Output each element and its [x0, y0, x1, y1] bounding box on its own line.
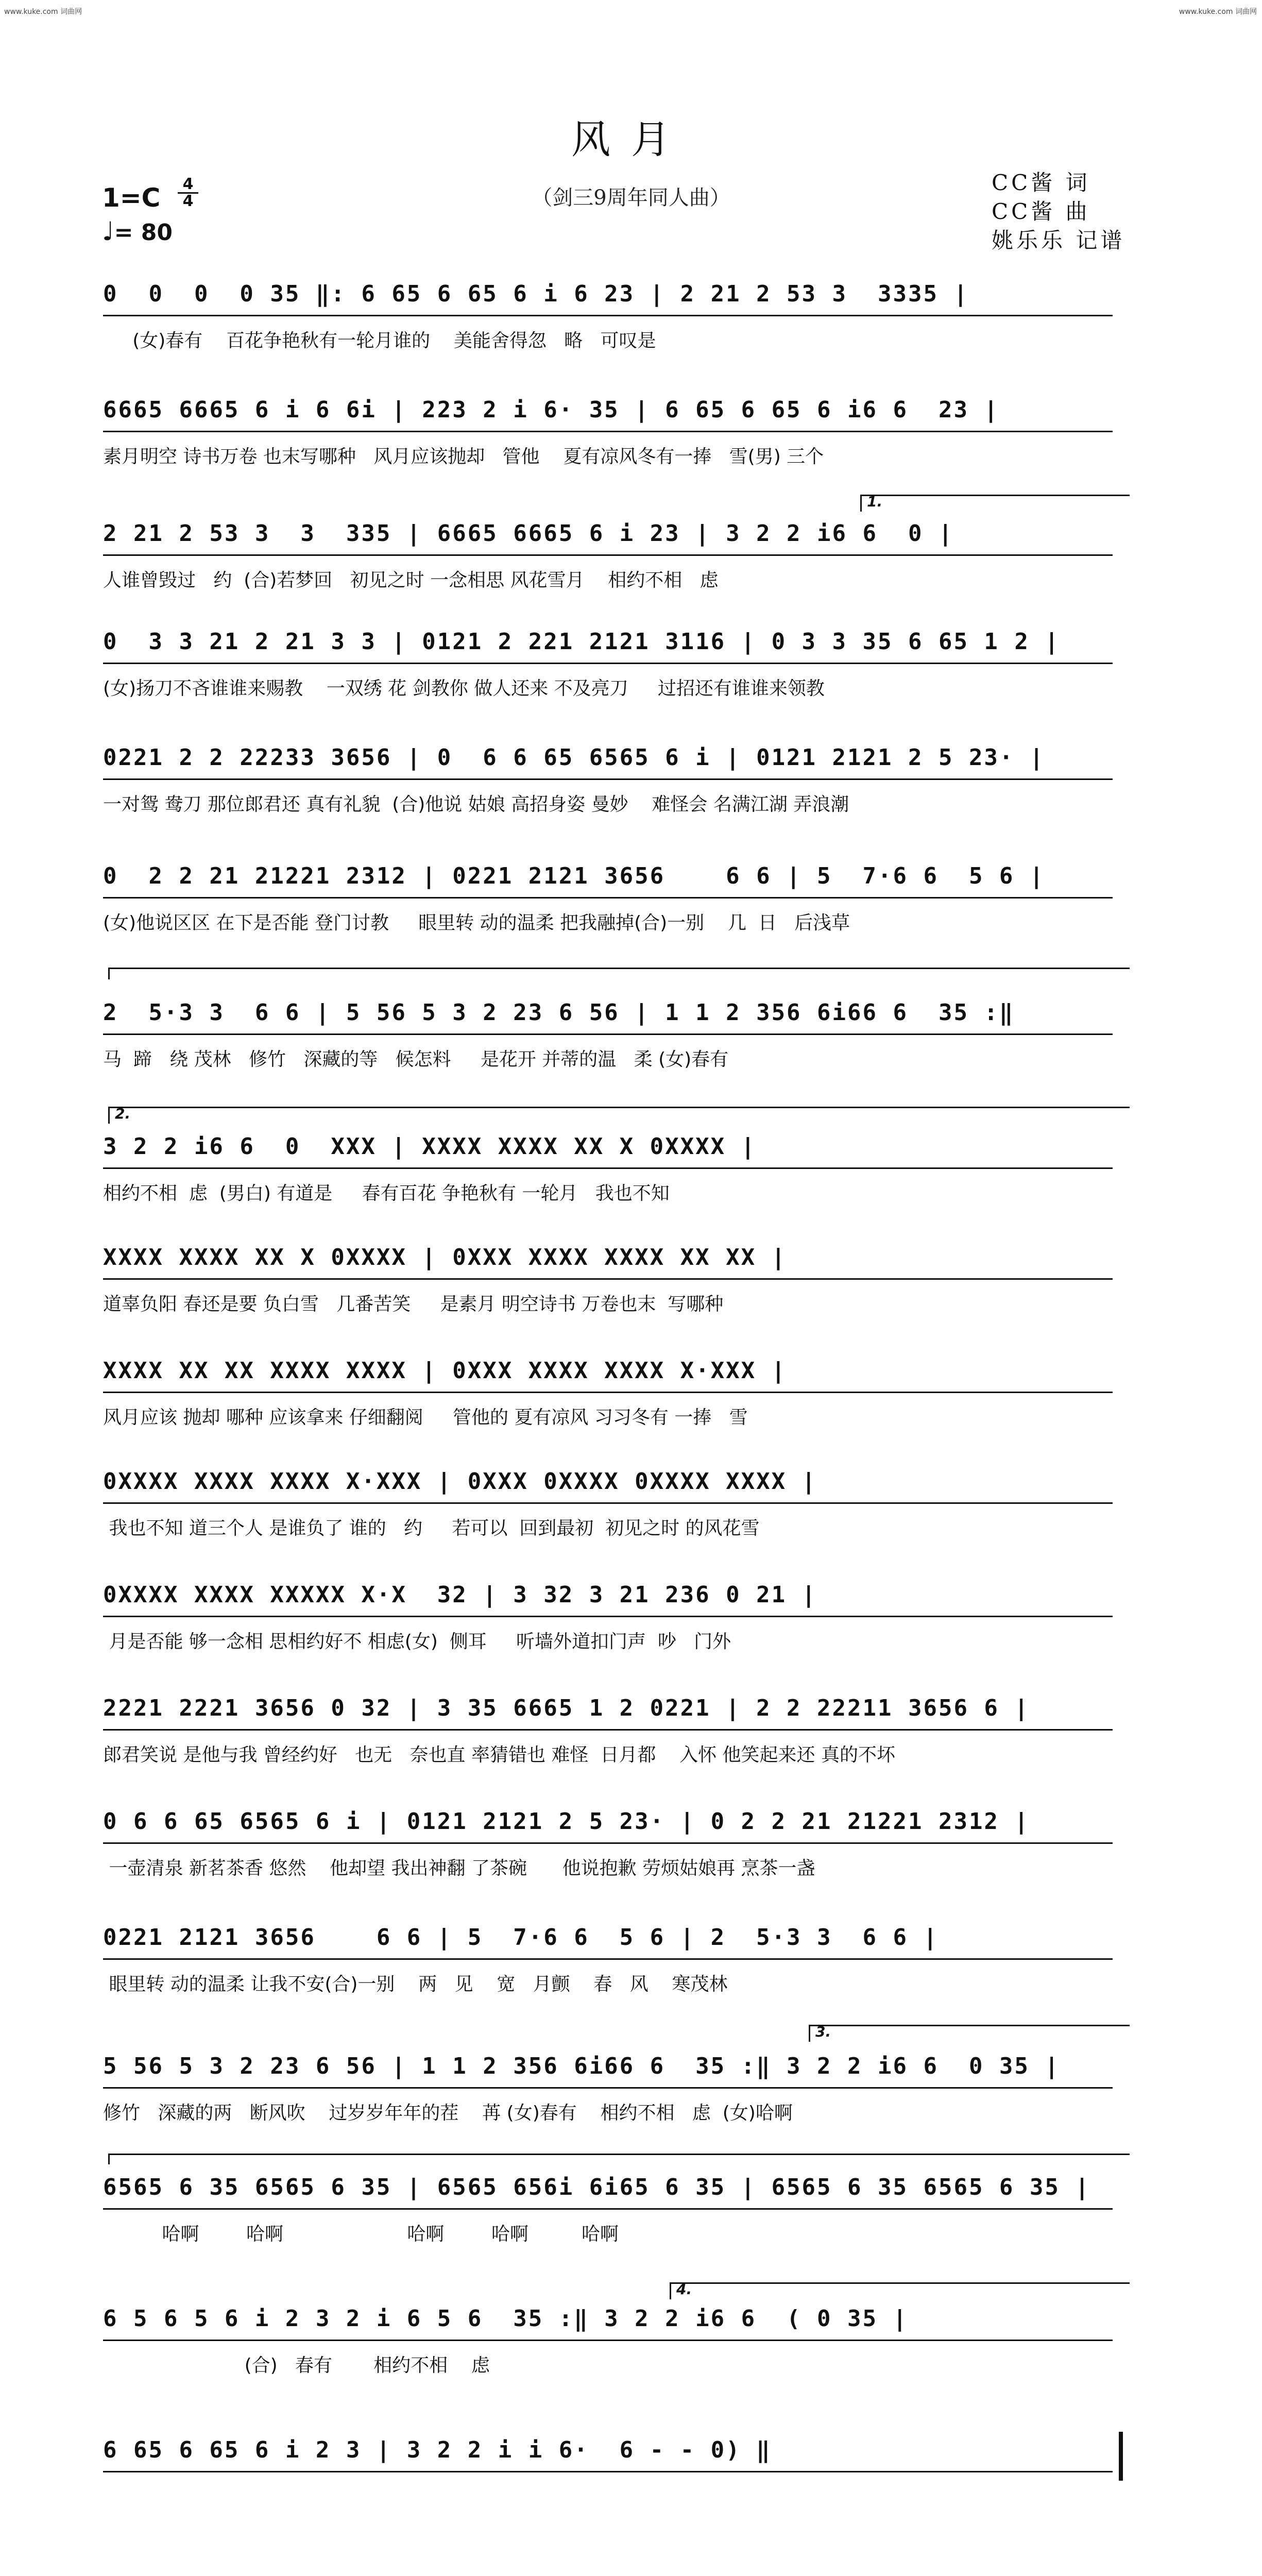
- beam-line: [103, 1392, 1113, 1393]
- beam-line: [103, 1842, 1113, 1844]
- lyrics-line: (女)扬刀不吝谁谁来赐教 一双绣 花 剑教你 做人还来 不及亮刀 过招还有谁谁来领教: [103, 678, 825, 699]
- lyrics-line: [103, 2482, 1133, 2513]
- beam-line: [103, 897, 1113, 899]
- lyrics-line: 马 蹄 绕 茂林 修竹 深藏的等 候怎料 是花开 并蒂的温 柔 (女)春有: [103, 1049, 729, 1070]
- notation-line: 2 5·3 3 6 6 | 5 56 5 3 2 23 6 56 | 1 1 2 356 6i66 6 35 :‖: [103, 999, 1015, 1026]
- lyrics-line: 一对鸳 鸯刀 那位郎君还 真有礼貌 (合)他说 姑娘 高招身姿 曼妙 难怪会 名满江湖 弄浪潮: [103, 794, 849, 815]
- credit-composer: CC酱 曲: [992, 199, 1090, 224]
- credit-transcriber: 姚乐乐 记谱: [992, 228, 1125, 253]
- final-barline: [1119, 2432, 1123, 2481]
- notation-line: 0221 2 2 22233 3656 | 0 6 6 65 6565 6 i | 0121 2121 2 5 23· |: [103, 744, 1045, 771]
- lyrics-line: 人谁曾毁过 约 (合)若梦回 初见之时 一念相思 风花雪月 相约不相 虑: [103, 570, 719, 591]
- notation-line: 6665 6665 6 i 6 6i | 223 2 i 6· 35 | 6 65 6 65 6 i6 6 23 |: [103, 397, 999, 423]
- notation-line: XXXX XX XX XXXX XXXX | 0XXX XXXX XXXX X·XXX |: [103, 1358, 787, 1384]
- lyrics-line: (女)他说区区 在下是否能 登门讨教 眼里转 动的温柔 把我融掉(合)一别 几 日 后浅草: [103, 912, 850, 934]
- lyrics-line: 相约不相 虑 (男白) 有道是 春有百花 争艳秋有 一轮月 我也不知: [103, 1183, 670, 1204]
- time-sig-bottom: 4: [182, 192, 194, 210]
- lyrics-line: 眼里转 动的温柔 让我不安(合)一别 两 见 宽 月颤 春 风 寒茂林: [103, 1974, 728, 1995]
- site-watermark-right: www.kuke.com 词曲网: [1179, 8, 1257, 16]
- notation-line: 0XXXX XXXX XXXX X·XXX | 0XXX 0XXXX 0XXXX XXXX |: [103, 1468, 817, 1495]
- notation-line: 0XXXX XXXX XXXXX X·X 32 | 3 32 3 21 236 0 21 |: [103, 1582, 817, 1608]
- notation-line: XXXX XXXX XX X 0XXXX | 0XXX XXXX XXXX XX XX |: [103, 1244, 787, 1270]
- lyrics-line: 修竹 深藏的两 断风吹 过岁岁年年的茬 苒 (女)春有 相约不相 虑 (女)哈啊: [103, 2103, 793, 2124]
- beam-line: [103, 2471, 1113, 2472]
- lyrics-line: 哈啊 哈啊 哈啊 哈啊 哈啊: [103, 2224, 619, 2245]
- lyrics-line: 月是否能 够一念相 思相约好不 相虑(女) 侧耳 听墙外道扣门声 吵 门外: [103, 1631, 731, 1652]
- slur-bracket: [108, 2154, 1130, 2164]
- lyrics-line: 道辜负阳 春还是要 负白雪 几番苦笑 是素月 明空诗书 万卷也末 写哪种: [103, 1294, 724, 1315]
- song-subtitle: （剑三9周年同人曲）: [532, 186, 730, 210]
- notation-line: 2 21 2 53 3 3 335 | 6665 6665 6 i 23 | 3 2 2 i6 6 0 |: [103, 520, 954, 547]
- slur-bracket: [108, 968, 1130, 979]
- volta-bracket-3: 3.: [809, 2025, 1130, 2042]
- beam-line: [103, 1033, 1113, 1035]
- beam-line: [103, 1616, 1113, 1617]
- beam-line: [103, 2208, 1113, 2210]
- lyrics-line: 素月明空 诗书万卷 也末写哪种 风月应该抛却 管他 夏有凉风冬有一捧 雪(男) 三个: [103, 446, 824, 467]
- notation-line: 0 0 0 0 35 ‖: 6 65 6 65 6 i 6 23 | 2 21 2 53 3 3335 |: [103, 281, 969, 307]
- notation-line: 3 2 2 i6 6 0 XXX | XXXX XXXX XX X 0XXXX |: [103, 1133, 757, 1160]
- notation-line: 6 5 6 5 6 i 2 3 2 i 6 5 6 35 :‖ 3 2 2 i6 6 ( 0 35 |: [103, 2306, 908, 2332]
- time-signature: [178, 177, 198, 209]
- notation-line: 5 56 5 3 2 23 6 56 | 1 1 2 356 6i66 6 35 :‖ 3 2 2 i6 6 0 35 |: [103, 2053, 1060, 2079]
- lyrics-line: (合) 春有 相约不相 虑: [103, 2355, 490, 2376]
- notation-line: 0 6 6 65 6565 6 i | 0121 2121 2 5 23· | 0 2 2 21 21221 2312 |: [103, 1808, 1030, 1835]
- beam-line: [103, 554, 1113, 556]
- beam-line: [103, 663, 1113, 664]
- lyrics-line: 我也不知 道三个人 是谁负了 谁的 约 若可以 回到最初 初见之时 的风花雪: [103, 1518, 760, 1539]
- lyrics-line: 一壶清泉 新茗茶香 悠然 他却望 我出神翻 了茶碗 他说抱歉 劳烦姑娘再 烹茶一盏: [103, 1858, 815, 1879]
- tempo-marking: [102, 216, 173, 246]
- key-signature: 1=C: [102, 183, 161, 213]
- beam-line: [103, 1958, 1113, 1960]
- notation-line: 6565 6 35 6565 6 35 | 6565 656i 6i65 6 35 | 6565 6 35 6565 6 35 |: [103, 2174, 1090, 2200]
- time-sig-top: 4: [182, 175, 194, 193]
- notation-line: 0221 2121 3656 6 6 | 5 7·6 6 5 6 | 2 5·3 3 6 6 |: [103, 1924, 939, 1951]
- site-watermark-left: www.kuke.com 词曲网: [4, 8, 82, 16]
- notation-line: 2221 2221 3656 0 32 | 3 35 6665 1 2 0221 | 2 2 22211 3656 6 |: [103, 1695, 1030, 1721]
- quarter-note-icon: ♩: [102, 216, 114, 246]
- notation-line: 0 3 3 21 2 21 3 3 | 0121 2 221 2121 3116 | 0 3 3 35 6 65 1 2 |: [103, 629, 1060, 655]
- notation-line: 0 2 2 21 21221 2312 | 0221 2121 3656 6 6 | 5 7·6 6 5 6 |: [103, 863, 1045, 889]
- tempo-value: = 80: [114, 219, 173, 246]
- beam-line: [103, 2087, 1113, 2089]
- lyrics-line: 郎君笑说 是他与我 曾经约好 也无 奈也直 率猜错也 难怪 日月都 入怀 他笑起来还 真的不坏: [103, 1744, 895, 1766]
- lyrics-line: 风月应该 抛却 哪种 应该拿来 仔细翻阅 管他的 夏有凉风 习习冬有 一捧 雪: [103, 1407, 748, 1428]
- lyrics-line: (女)春有 百花争艳秋有一轮月谁的 美能舍得忽 略 可叹是: [103, 330, 656, 351]
- beam-line: [103, 1167, 1113, 1169]
- volta-bracket-1: 1.: [860, 495, 1130, 512]
- beam-line: [103, 778, 1113, 780]
- beam-line: [103, 1729, 1113, 1731]
- beam-line: [103, 1278, 1113, 1280]
- beam-line: [103, 1502, 1113, 1504]
- beam-line: [103, 2340, 1113, 2341]
- volta-bracket-4: 4.: [670, 2282, 1130, 2299]
- notation-line: 6 65 6 65 6 i 2 3 | 3 2 2 i i 6· 6 - - 0) ‖: [103, 2437, 772, 2463]
- beam-line: [103, 315, 1113, 316]
- volta-bracket-2: 2.: [108, 1107, 1130, 1124]
- beam-line: [103, 431, 1113, 432]
- credit-lyricist: CC酱 词: [992, 170, 1090, 195]
- song-title: 风月: [571, 116, 691, 162]
